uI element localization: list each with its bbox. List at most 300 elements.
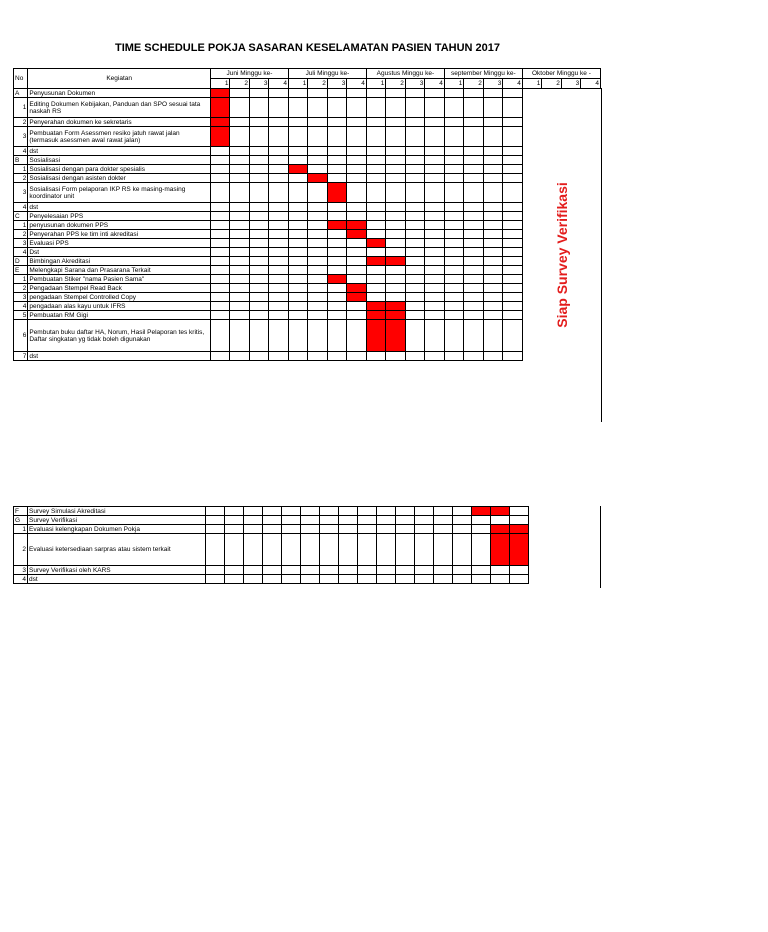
- schedule-cell: [483, 302, 502, 311]
- schedule-cell: [244, 566, 263, 575]
- schedule-cell: [249, 239, 268, 248]
- schedule-cell: [464, 352, 483, 361]
- schedule-cell: [405, 230, 424, 239]
- schedule-cell: [464, 174, 483, 183]
- schedule-cell-filled: [491, 507, 510, 516]
- schedule-cell: [347, 165, 367, 174]
- schedule-cell: [444, 248, 463, 257]
- schedule-cell: [263, 525, 282, 534]
- schedule-cell: [308, 257, 327, 266]
- schedule-cell: [269, 257, 289, 266]
- schedule-cell: [210, 302, 229, 311]
- schedule-cell: [415, 516, 434, 525]
- side-note-text: Siap Survey Verifikasi: [554, 182, 570, 328]
- schedule-cell: [464, 156, 483, 165]
- schedule-cell: [308, 118, 327, 127]
- table-row: [14, 212, 601, 221]
- schedule-cell-filled: [347, 221, 367, 230]
- header-week-cell: 1: [522, 79, 541, 89]
- row-number: 4: [14, 575, 28, 584]
- schedule-cell: [415, 534, 434, 566]
- schedule-cell: [444, 293, 463, 302]
- schedule-cell: [386, 174, 405, 183]
- header-week-cell: 3: [249, 79, 268, 89]
- schedule-cell: [491, 516, 510, 525]
- schedule-cell: [405, 147, 424, 156]
- schedule-cell: [230, 212, 249, 221]
- schedule-cell: [230, 127, 249, 147]
- schedule-cell: [308, 203, 327, 212]
- schedule-cell: [386, 98, 405, 118]
- schedule-cell: [327, 230, 346, 239]
- schedule-cell: [308, 352, 327, 361]
- schedule-cell: [230, 230, 249, 239]
- schedule-cell: [308, 275, 327, 284]
- activity-label: Evaluasi PPS: [28, 239, 211, 248]
- schedule-cell: [269, 230, 289, 239]
- schedule-cell: [491, 575, 510, 584]
- schedule-cell: [444, 183, 463, 203]
- schedule-cell: [405, 221, 424, 230]
- schedule-cell: [308, 221, 327, 230]
- table-row: [14, 293, 601, 302]
- schedule-cell: [327, 302, 346, 311]
- schedule-cell: [230, 320, 249, 352]
- table-row: [14, 203, 601, 212]
- schedule-cell: [386, 266, 405, 275]
- schedule-cell: [503, 275, 523, 284]
- schedule-cell: [210, 203, 229, 212]
- header-week-cell: 3: [561, 79, 580, 89]
- schedule-cell: [405, 293, 424, 302]
- schedule-cell: [386, 293, 405, 302]
- row-number: 3: [14, 239, 28, 248]
- schedule-cell: [396, 566, 415, 575]
- schedule-cell: [206, 516, 225, 525]
- header-kegiatan: Kegiatan: [28, 69, 211, 89]
- schedule-cell: [249, 302, 268, 311]
- schedule-cell: [347, 98, 367, 118]
- header-row-months: [14, 69, 601, 79]
- header-week-cell: 4: [269, 79, 289, 89]
- schedule-cell: [405, 118, 424, 127]
- schedule-cell: [263, 507, 282, 516]
- schedule-cell: [210, 248, 229, 257]
- schedule-cell: [405, 212, 424, 221]
- schedule-cell: [425, 284, 445, 293]
- schedule-cell: [269, 352, 289, 361]
- schedule-cell: [444, 127, 463, 147]
- schedule-cell: [503, 203, 523, 212]
- schedule-cell: [405, 89, 424, 98]
- schedule-cell: [269, 239, 289, 248]
- table-row: [14, 174, 601, 183]
- activity-label: Editing Dokumen Kebijakan, Panduan dan SPO sesuai tata naskah RS: [28, 98, 211, 118]
- table-row: [14, 275, 601, 284]
- schedule-cell: [288, 352, 307, 361]
- row-number: 7: [14, 352, 28, 361]
- schedule-cell: [425, 147, 445, 156]
- schedule-cell: [210, 293, 229, 302]
- schedule-cell: [339, 516, 358, 525]
- table-row: [14, 183, 601, 203]
- activity-label: Sosialisasi: [28, 156, 211, 165]
- schedule-cell: [503, 183, 523, 203]
- schedule-cell: [386, 127, 405, 147]
- row-number: 1: [14, 221, 28, 230]
- schedule-cell: [503, 302, 523, 311]
- schedule-cell: [444, 266, 463, 275]
- schedule-cell: [464, 89, 483, 98]
- schedule-cell: [483, 239, 502, 248]
- schedule-cell: [288, 203, 307, 212]
- schedule-cell: [269, 127, 289, 147]
- schedule-cell: [347, 257, 367, 266]
- schedule-cell: [444, 230, 463, 239]
- schedule-cell: [269, 248, 289, 257]
- schedule-cell: [415, 507, 434, 516]
- schedule-cell: [320, 525, 339, 534]
- schedule-cell: [308, 156, 327, 165]
- table-row: [14, 507, 529, 516]
- schedule-cell: [327, 293, 346, 302]
- schedule-cell: [464, 239, 483, 248]
- schedule-cell: [444, 165, 463, 174]
- schedule-cell-filled: [210, 89, 229, 98]
- schedule-cell: [405, 98, 424, 118]
- schedule-cell: [444, 239, 463, 248]
- schedule-cell: [483, 174, 502, 183]
- schedule-cell: [327, 266, 346, 275]
- schedule-table: [13, 68, 601, 361]
- schedule-cell: [308, 248, 327, 257]
- table-row: [14, 248, 601, 257]
- schedule-cell: [464, 203, 483, 212]
- schedule-cell: [425, 248, 445, 257]
- row-number: G: [14, 516, 28, 525]
- schedule-cell: [377, 516, 396, 525]
- schedule-cell: [425, 239, 445, 248]
- schedule-cell: [503, 165, 523, 174]
- schedule-cell: [327, 174, 346, 183]
- activity-label: Survey Verifikasi: [28, 516, 206, 525]
- schedule-cell: [425, 183, 445, 203]
- schedule-cell: [453, 534, 472, 566]
- schedule-cell: [483, 257, 502, 266]
- schedule-cell: [503, 174, 523, 183]
- schedule-cell: [425, 203, 445, 212]
- schedule-cell: [503, 284, 523, 293]
- row-number: 2: [14, 230, 28, 239]
- schedule-cell: [483, 147, 502, 156]
- schedule-cell: [453, 516, 472, 525]
- schedule-cell: [425, 302, 445, 311]
- schedule-cell: [366, 230, 385, 239]
- schedule-cell: [483, 275, 502, 284]
- schedule-cell: [347, 156, 367, 165]
- schedule-cell-filled: [510, 525, 529, 534]
- schedule-cell: [503, 266, 523, 275]
- schedule-cell: [230, 302, 249, 311]
- schedule-cell: [425, 98, 445, 118]
- schedule-cell: [464, 284, 483, 293]
- schedule-cell: [269, 203, 289, 212]
- activity-label: penyusunan dokumen PPS: [28, 221, 211, 230]
- schedule-cell: [366, 118, 385, 127]
- row-number: 4: [14, 248, 28, 257]
- schedule-cell: [405, 320, 424, 352]
- schedule-cell: [510, 566, 529, 575]
- schedule-cell: [483, 212, 502, 221]
- activity-label: Survey Simulasi Akreditasi: [28, 507, 206, 516]
- schedule-cell: [230, 266, 249, 275]
- schedule-cell: [269, 311, 289, 320]
- schedule-cell: [347, 147, 367, 156]
- schedule-cell: [405, 352, 424, 361]
- schedule-cell: [269, 156, 289, 165]
- schedule-cell: [230, 183, 249, 203]
- schedule-cell: [301, 516, 320, 525]
- schedule-cell: [483, 98, 502, 118]
- schedule-cell: [444, 275, 463, 284]
- schedule-cell: [308, 293, 327, 302]
- schedule-cell: [503, 156, 523, 165]
- header-week-cell: 2: [308, 79, 327, 89]
- schedule-cell: [244, 575, 263, 584]
- row-number: 2: [14, 118, 28, 127]
- schedule-cell: [483, 352, 502, 361]
- schedule-cell: [288, 257, 307, 266]
- schedule-cell: [453, 575, 472, 584]
- schedule-cell: [358, 575, 377, 584]
- schedule-cell: [386, 165, 405, 174]
- schedule-cell: [269, 89, 289, 98]
- schedule-cell: [358, 507, 377, 516]
- schedule-cell: [244, 525, 263, 534]
- schedule-cell: [503, 352, 523, 361]
- schedule-cell-filled: [366, 239, 385, 248]
- schedule-cell: [464, 302, 483, 311]
- schedule-cell: [425, 89, 445, 98]
- schedule-cell: [339, 525, 358, 534]
- row-number: 4: [14, 147, 28, 156]
- schedule-cell: [396, 534, 415, 566]
- schedule-cell: [366, 156, 385, 165]
- schedule-cell: [503, 239, 523, 248]
- schedule-cell: [308, 183, 327, 203]
- schedule-cell: [503, 118, 523, 127]
- schedule-cell: [444, 174, 463, 183]
- schedule-cell: [464, 248, 483, 257]
- schedule-cell: [230, 221, 249, 230]
- table-row: [14, 239, 601, 248]
- schedule-cell: [377, 575, 396, 584]
- schedule-cell: [249, 311, 268, 320]
- row-number: 3: [14, 183, 28, 203]
- table-row: [14, 257, 601, 266]
- schedule-cell: [366, 248, 385, 257]
- schedule-cell: [206, 534, 225, 566]
- row-number: B: [14, 156, 28, 165]
- schedule-cell: [288, 118, 307, 127]
- schedule-cell: [269, 165, 289, 174]
- activity-label: dst: [28, 147, 211, 156]
- schedule-cell: [453, 525, 472, 534]
- schedule-cell: [347, 89, 367, 98]
- schedule-cell: [206, 566, 225, 575]
- schedule-cell: [405, 156, 424, 165]
- schedule-cell: [288, 183, 307, 203]
- schedule-cell: [225, 525, 244, 534]
- schedule-cell-filled: [386, 302, 405, 311]
- schedule-cell: [444, 221, 463, 230]
- schedule-cell: [503, 257, 523, 266]
- schedule-cell: [230, 239, 249, 248]
- row-number: E: [14, 266, 28, 275]
- table-row: [14, 156, 601, 165]
- schedule-cell: [366, 165, 385, 174]
- schedule-cell: [347, 127, 367, 147]
- schedule-cell: [282, 516, 301, 525]
- schedule-cell: [249, 320, 268, 352]
- table-row: [14, 302, 601, 311]
- schedule-cell-filled: [210, 98, 229, 118]
- schedule-cell-filled: [327, 275, 346, 284]
- schedule-cell-filled: [510, 534, 529, 566]
- header-month-september: september Minggu ke-: [444, 69, 522, 79]
- row-number: 1: [14, 98, 28, 118]
- schedule-cell: [483, 311, 502, 320]
- header-month-juni: Juni Minggu ke-: [210, 69, 288, 79]
- schedule-cell: [210, 239, 229, 248]
- schedule-cell: [288, 320, 307, 352]
- schedule-cell: [347, 302, 367, 311]
- schedule-cell: [483, 293, 502, 302]
- schedule-cell: [210, 257, 229, 266]
- schedule-cell: [210, 156, 229, 165]
- schedule-cell: [347, 352, 367, 361]
- schedule-cell: [425, 156, 445, 165]
- schedule-cell: [230, 165, 249, 174]
- schedule-cell: [269, 266, 289, 275]
- schedule-cell: [444, 89, 463, 98]
- schedule-cell: [249, 147, 268, 156]
- schedule-cell: [483, 320, 502, 352]
- schedule-cell: [510, 507, 529, 516]
- table-row: [14, 516, 529, 525]
- schedule-cell: [377, 507, 396, 516]
- schedule-cell: [347, 275, 367, 284]
- schedule-cell: [366, 275, 385, 284]
- table-row: [14, 352, 601, 361]
- schedule-cell: [225, 507, 244, 516]
- table-row: [14, 534, 529, 566]
- schedule-cell: [405, 203, 424, 212]
- schedule-cell: [472, 566, 491, 575]
- schedule-cell: [483, 230, 502, 239]
- schedule-cell: [425, 212, 445, 221]
- schedule-cell: [327, 284, 346, 293]
- schedule-cell: [308, 230, 327, 239]
- schedule-cell: [425, 257, 445, 266]
- schedule-cell: [339, 534, 358, 566]
- schedule-cell-filled: [288, 165, 307, 174]
- schedule-cell: [366, 183, 385, 203]
- header-week-cell: 3: [327, 79, 346, 89]
- schedule-cell: [249, 230, 268, 239]
- schedule-cell: [301, 575, 320, 584]
- schedule-cell: [503, 230, 523, 239]
- schedule-cell: [301, 534, 320, 566]
- schedule-cell: [249, 89, 268, 98]
- schedule-cell: [339, 566, 358, 575]
- schedule-cell: [503, 248, 523, 257]
- schedule-cell: [249, 183, 268, 203]
- schedule-cell: [249, 257, 268, 266]
- schedule-cell: [288, 156, 307, 165]
- schedule-cell-filled: [210, 118, 229, 127]
- activity-label: Melengkapi Sarana dan Prasarana Terkait: [28, 266, 211, 275]
- activity-label: dst: [28, 352, 211, 361]
- schedule-cell: [358, 566, 377, 575]
- schedule-cell: [405, 275, 424, 284]
- schedule-cell: [230, 275, 249, 284]
- schedule-cell: [308, 284, 327, 293]
- schedule-cell: [249, 221, 268, 230]
- schedule-cell: [269, 98, 289, 118]
- activity-label: Pembuatan Form Asessmen resiko jatuh rawat jalan (termasuk asessmen awal rawat jalan): [28, 127, 211, 147]
- schedule-cell: [405, 165, 424, 174]
- schedule-cell: [444, 352, 463, 361]
- schedule-cell: [249, 127, 268, 147]
- schedule-cell: [327, 248, 346, 257]
- schedule-cell: [386, 183, 405, 203]
- row-number: 3: [14, 566, 28, 575]
- schedule-cell: [249, 352, 268, 361]
- schedule-cell: [425, 230, 445, 239]
- schedule-cell: [386, 284, 405, 293]
- schedule-cell: [210, 320, 229, 352]
- schedule-cell: [249, 203, 268, 212]
- schedule-cell: [444, 284, 463, 293]
- row-number: 4: [14, 302, 28, 311]
- schedule-cell: [472, 525, 491, 534]
- schedule-cell: [425, 311, 445, 320]
- schedule-cell: [503, 98, 523, 118]
- schedule-cell: [210, 165, 229, 174]
- row-number: 5: [14, 311, 28, 320]
- schedule-cell: [308, 212, 327, 221]
- schedule-cell: [425, 266, 445, 275]
- schedule-cell: [366, 127, 385, 147]
- schedule-cell: [405, 257, 424, 266]
- schedule-cell: [263, 566, 282, 575]
- activity-label: dst: [28, 203, 211, 212]
- activity-label: Evaluasi kelengkapan Dokumen Pokja: [28, 525, 206, 534]
- table-row: [14, 118, 601, 127]
- schedule-cell: [225, 575, 244, 584]
- schedule-cell: [366, 266, 385, 275]
- schedule-cell: [282, 507, 301, 516]
- schedule-cell: [386, 230, 405, 239]
- schedule-cell: [366, 293, 385, 302]
- schedule-cell: [464, 165, 483, 174]
- schedule-cell-filled: [386, 320, 405, 352]
- schedule-cell: [230, 98, 249, 118]
- schedule-cell: [483, 118, 502, 127]
- activity-label: Survey Verifikasi oleh KARS: [28, 566, 206, 575]
- schedule-cell: [444, 311, 463, 320]
